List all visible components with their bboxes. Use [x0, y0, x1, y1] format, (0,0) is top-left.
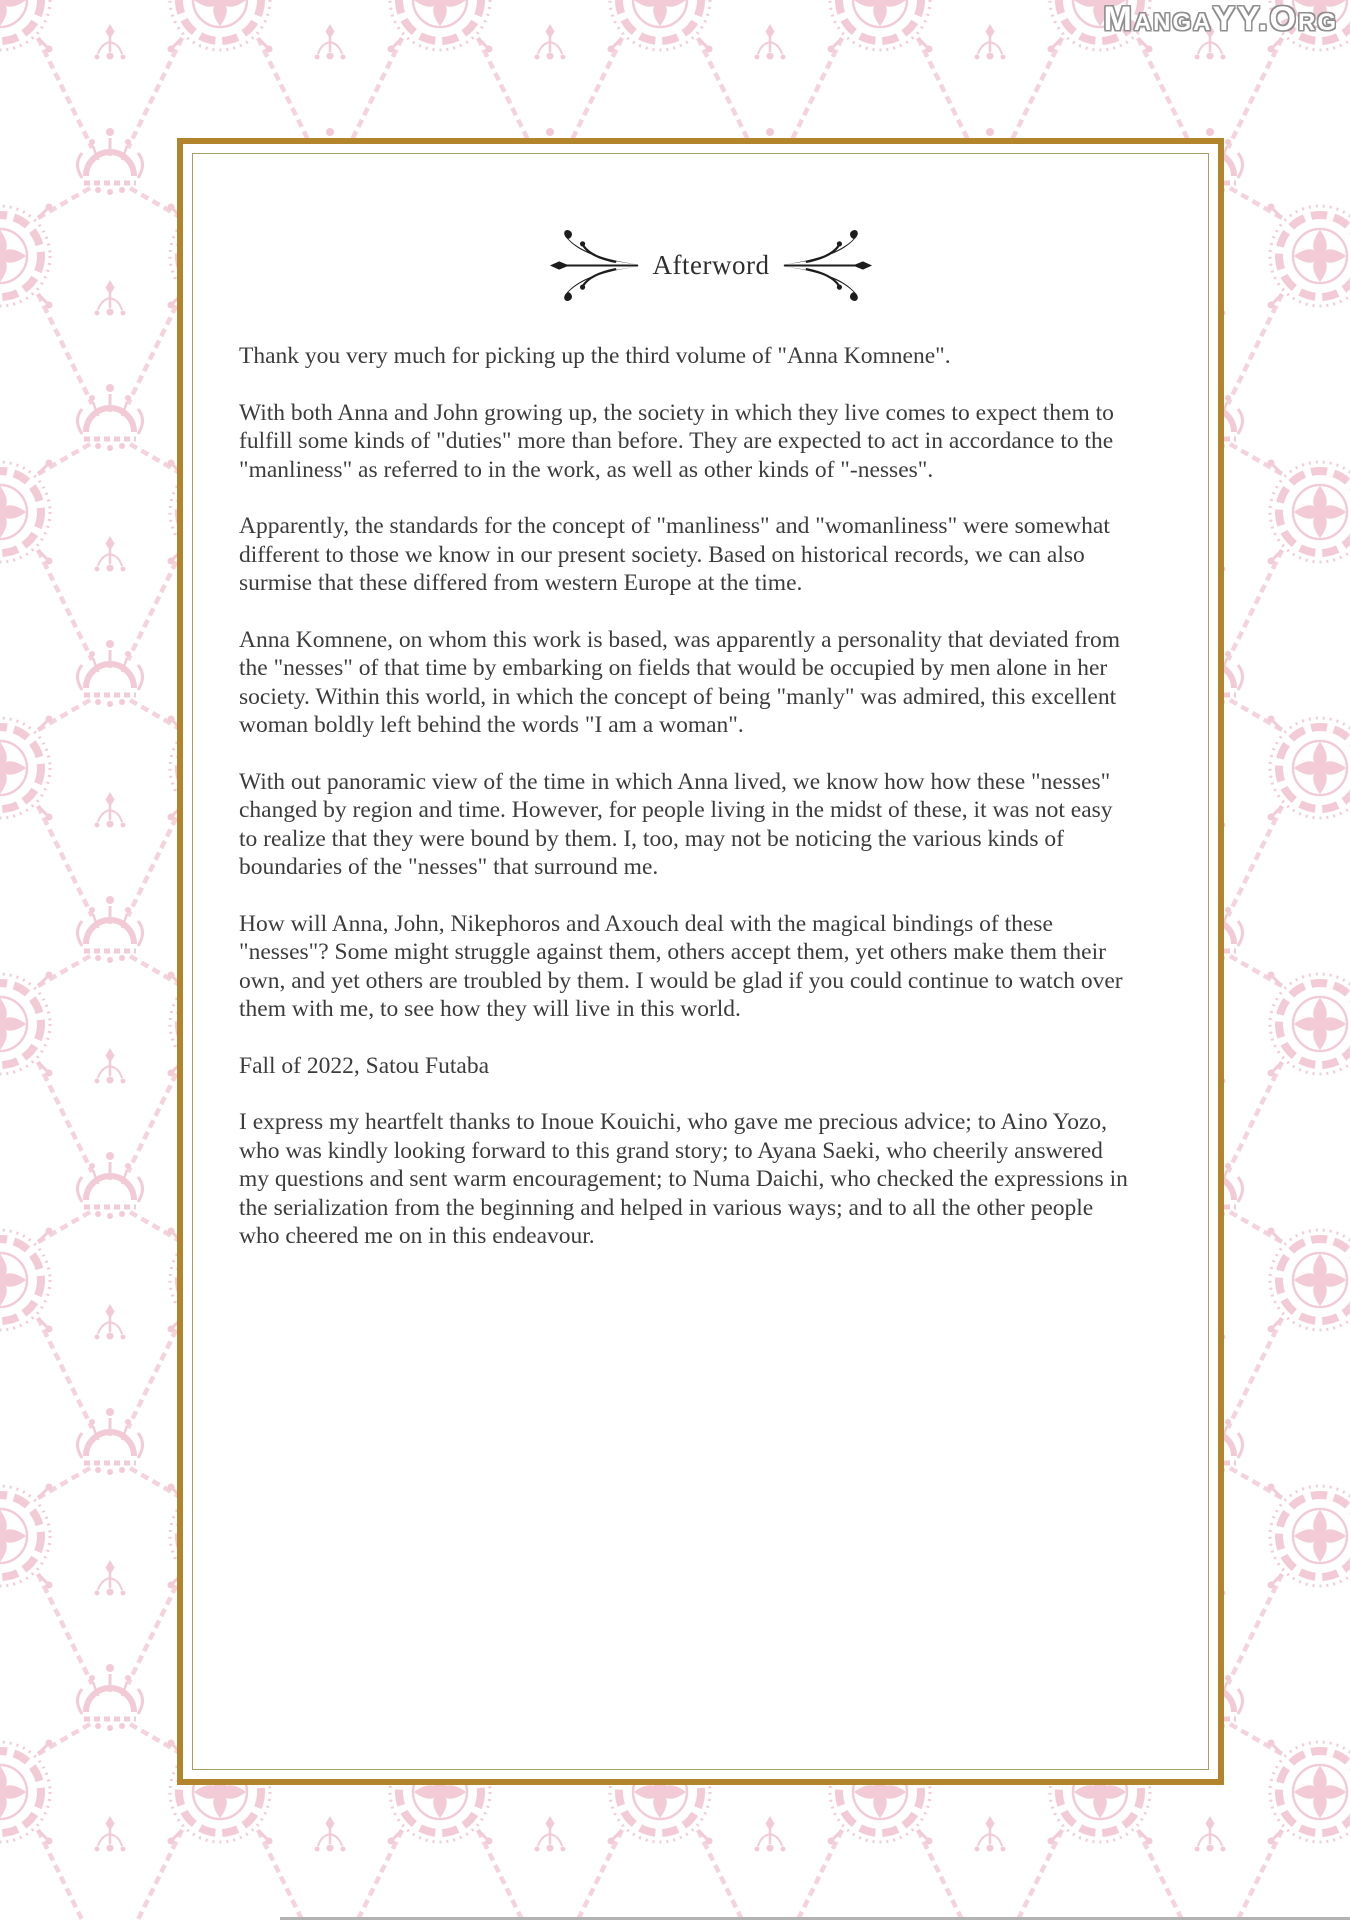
afterword-paragraph: Fall of 2022, Satou Futaba	[239, 1052, 489, 1079]
afterword-paragraph: I express my heartfelt thanks to Inoue Kouichi, who gave me precious advice; to Aino Yozo, who was kindly looking forward to this grand story; to Ayana Saeki, who cheerily answered my questions and sent warm encouragement; to Numa Daichi, who checked the expressions in the serialization from the beginning and helped in various ways; and to all the other people who cheered me on in this endeavour.	[239, 1109, 1128, 1249]
afterword-paragraph: Thank you very much for picking up the third volume of "Anna Komnene".	[239, 343, 951, 369]
afterword-paragraph: Apparently, the standards for the concept of "manliness" and "womanliness" were somewhat different to those we know in our present society. Based on historical records, we can also surmise that these differed from western Europe at the time.	[239, 513, 1110, 596]
afterword-header	[265, 224, 1157, 307]
flourish-right-icon	[781, 224, 873, 307]
flourish-left-icon	[549, 224, 641, 307]
afterword-frame	[177, 138, 1224, 1785]
site-watermark: MangaYY.Org	[1103, 0, 1338, 38]
afterword-content	[239, 144, 1131, 1779]
afterword-paragraph: With both Anna and John growing up, the society in which they live comes to expect them to fulfill some kinds of "duties" more than before. They are expected to act in accordance to the "manliness" as referred to in the work, as well as other kinds of "-nesses".	[239, 399, 1114, 483]
afterword-paragraph: With out panoramic view of the time in which Anna lived, we know how how these "nesses" changed by region and time. However, for people living in the midst of these, it was not easy to realize that they were bound by them. I, too, may not be noticing the various kinds of boundaries of the "nesses" that surround me.	[239, 768, 1113, 880]
afterword-paragraph: How will Anna, John, Nikephoros and Axouch deal with the magical bindings of these "nesses"? Some might struggle against them, others accept them, yet others make them their own, and yet others are troubled by them. I would be glad if you could continue to watch over them with me, to see how they will live in this world.	[239, 910, 1123, 1022]
afterword-body	[239, 342, 1131, 1251]
afterword-paragraph: Anna Komnene, on whom this work is based, was apparently a personality that deviated from the "nesses" of that time by embarking on fields that would be occupied by men alone in her society. Within this world, in which the concept of being "manly" was admired, this excellent woman boldly left behind the words "I am a woman".	[239, 626, 1121, 738]
page-title: Afterword	[652, 250, 770, 280]
